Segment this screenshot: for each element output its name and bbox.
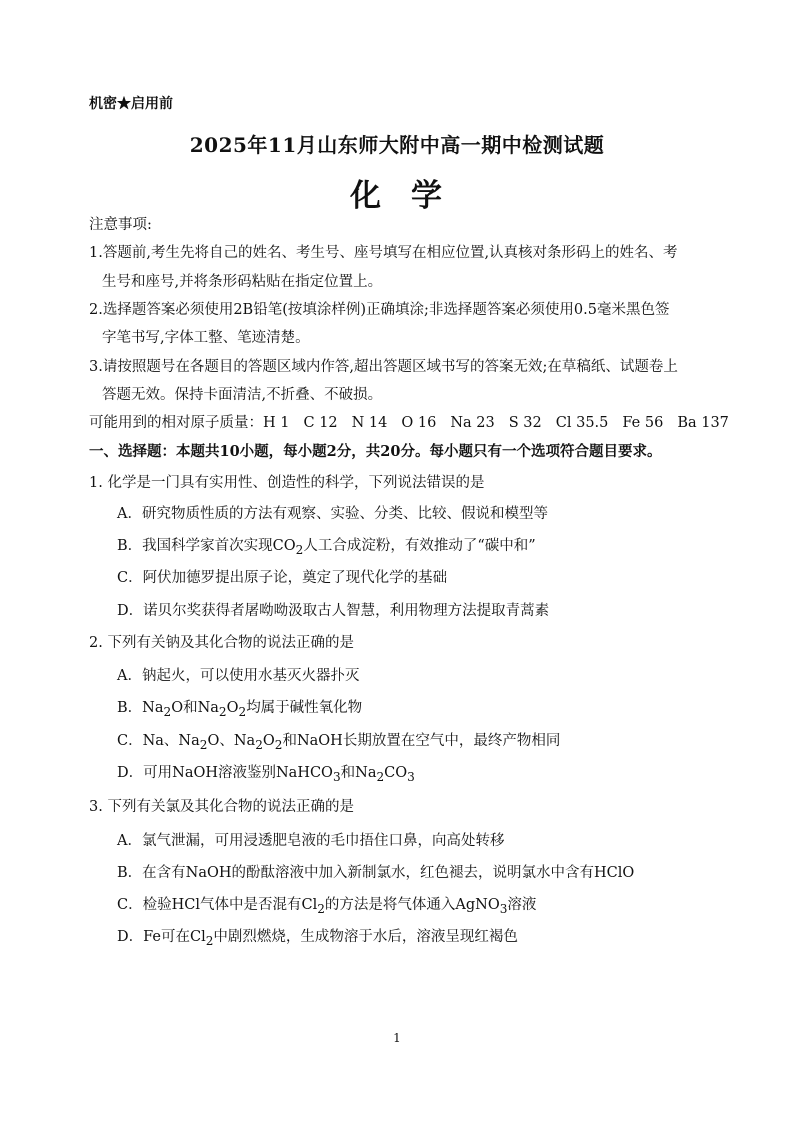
atomic-mass-item: O 16 xyxy=(401,415,437,431)
option-text: D．Fe可在Cl xyxy=(117,929,206,945)
question-2-stem: 2. 下列有关钠及其化合物的说法正确的是 xyxy=(89,635,354,651)
question-3-option-d xyxy=(117,925,518,948)
option-text: 人工合成淀粉，有效推动了“碳中和” xyxy=(303,538,536,554)
subscript: 2 xyxy=(295,542,304,557)
atomic-mass-item: Cl 35.5 xyxy=(555,415,609,431)
note-1-line-1: 1.答题前,考生先将自己的姓名、考生号、座号填写在相应位置,认真核对条形码上的姓名、考 xyxy=(89,245,678,261)
option-text: 中剧烈燃烧，生成物溶于水后，溶液呈现红褐色 xyxy=(213,929,518,945)
subscript: 3 xyxy=(499,901,508,916)
subscript: 2 xyxy=(238,704,247,719)
subscript: 2 xyxy=(317,901,325,916)
question-3-stem: 3. 下列有关氯及其化合物的说法正确的是 xyxy=(89,799,354,815)
option-text: 和NaOH长期放置在空气中，最终产物相同 xyxy=(282,733,561,749)
option-text: O、Na xyxy=(207,733,256,749)
question-3-option-b: B．在含有NaOH的酚酞溶液中加入新制氯水，红色褪去，说明氯水中含有HClO xyxy=(117,865,635,881)
subscript: 2 xyxy=(218,704,227,719)
subject-char: 化 xyxy=(350,178,383,214)
atomic-mass-item: Ba 137 xyxy=(677,415,729,431)
atomic-mass-item: N 14 xyxy=(351,415,388,431)
question-2-option-d xyxy=(117,761,415,784)
question-3-option-c xyxy=(117,893,536,916)
atomic-masses xyxy=(89,411,729,432)
question-1-option-b xyxy=(117,534,536,557)
option-text: C．检验HCl气体中是否混有Cl xyxy=(117,897,318,913)
option-text: C．Na、Na xyxy=(117,733,200,749)
subscript: 2 xyxy=(376,769,385,784)
option-text: O和Na xyxy=(171,700,219,716)
question-2-option-a: A．钠起火，可以使用水基灭火器扑灭 xyxy=(117,668,360,684)
question-3-option-a: A．氯气泄漏，可用浸透肥皂液的毛巾捂住口鼻，向高处转移 xyxy=(117,833,505,849)
subject-title xyxy=(0,170,794,215)
notes-heading: 注意事项: xyxy=(89,217,152,233)
atomic-mass-item: H 1 xyxy=(263,415,290,431)
atomic-mass-item: Na 23 xyxy=(450,415,495,431)
section-heading: 一、选择题：本题共10小题，每小题2分，共20分。每小题只有一个选项符合题目要求。 xyxy=(89,443,662,460)
subscript: 3 xyxy=(407,769,415,784)
question-2-option-b xyxy=(117,696,362,719)
subscript: 2 xyxy=(205,933,214,948)
atomic-masses-label: 可能用到的相对原子质量： xyxy=(89,415,263,431)
option-text: O xyxy=(226,700,239,716)
note-2-line-2: 字笔书写,字体工整、笔迹清楚。 xyxy=(102,330,310,346)
page-number: 1 xyxy=(393,1031,401,1045)
option-text: B．我国科学家首次实现CO xyxy=(117,538,296,554)
option-text: 溶液 xyxy=(507,897,537,913)
question-2-option-c xyxy=(117,729,560,752)
option-text: 的方法是将气体通入AgNO xyxy=(324,897,500,913)
subscript: 2 xyxy=(274,737,283,752)
question-1-option-d: D．诺贝尔奖获得者屠呦呦汲取古人智慧，利用物理方法提取青蒿素 xyxy=(117,603,550,619)
option-text: 和Na xyxy=(340,765,377,781)
note-3-line-2: 答题无效。保持卡面清洁,不折叠、不破损。 xyxy=(102,387,383,403)
question-1-option-a: A．研究物质性质的方法有观察、实验、分类、比较、假说和模型等 xyxy=(117,506,548,522)
question-1-stem: 1. 化学是一门具有实用性、创造性的科学，下列说法错误的是 xyxy=(89,475,485,491)
subscript: 2 xyxy=(255,737,263,752)
option-text: O xyxy=(262,733,275,749)
confidential-mark: 机密★启用前 xyxy=(89,96,173,112)
atomic-mass-item: S 32 xyxy=(508,415,542,431)
option-text: D．可用NaOH溶液鉴别NaHCO xyxy=(117,765,333,781)
note-2-line-1: 2.选择题答案必须使用2B铅笔(按填涂样例)正确填涂;非选择题答案必须使用0.5毫米黑色签 xyxy=(89,302,670,318)
option-text: 均属于碱性氧化物 xyxy=(246,700,363,716)
atomic-mass-item: Fe 56 xyxy=(622,415,664,431)
question-1-option-c: C．阿伏加德罗提出原子论，奠定了现代化学的基础 xyxy=(117,570,448,586)
note-3-line-1: 3.请按照题号在各题目的答题区域内作答,超出答题区域书写的答案无效;在草稿纸、试题卷上 xyxy=(89,359,678,375)
exam-title: 2025年11月山东师大附中高一期中检测试题 xyxy=(189,133,605,157)
atomic-mass-item: C 12 xyxy=(303,415,338,431)
note-1-line-2: 生号和座号,并将条形码粘贴在指定位置上。 xyxy=(102,274,383,290)
subscript: 2 xyxy=(163,704,172,719)
option-text: B．Na xyxy=(117,700,164,716)
subject-char: 学 xyxy=(411,178,444,214)
subscript: 3 xyxy=(332,769,341,784)
subscript: 2 xyxy=(199,737,208,752)
option-text: CO xyxy=(384,765,408,781)
